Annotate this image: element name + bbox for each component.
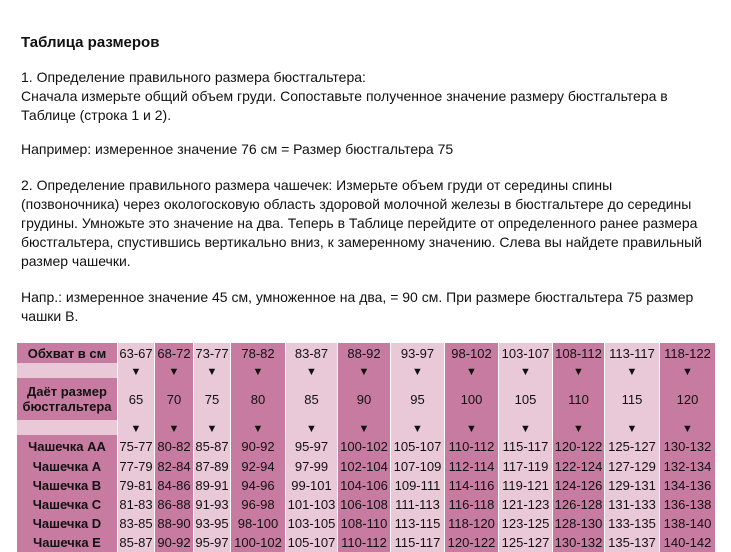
cup-cell: 108-110 [338,514,391,533]
girth-cell: 93-97 [391,343,445,363]
arrow-down-icon: ▼ [573,366,584,378]
cup-cell: 99-101 [286,476,338,495]
arrow-down-icon: ▼ [358,366,370,378]
arrow-cell [286,363,338,378]
girth-cell: 63-67 [118,343,155,363]
arrow-down-icon: ▼ [412,423,423,435]
cup-cell: 112-114 [445,457,499,476]
arrow-down-icon: ▼ [412,366,423,378]
cup-cell: 115-117 [499,435,553,457]
arrow-cell [391,420,445,435]
paragraph-example-1: Например: измеренное значение 76 см = Размер бюстгальтера 75 [21,141,454,157]
girth-label: Обхват в см [17,343,118,363]
cup-cell: 127-129 [605,457,660,476]
arrow-down-icon: ▼ [626,423,638,435]
cup-cell: 109-111 [391,476,445,495]
cup-cell: 113-115 [391,514,445,533]
cup-cell: 82-84 [155,457,194,476]
arrow-cell [231,420,286,435]
arrow-cell [286,420,338,435]
arrow-down-icon: ▼ [682,423,693,435]
cup-cell: 117-119 [499,457,553,476]
cup-cell: 122-124 [553,457,605,476]
cup-cell: 130-132 [660,435,716,457]
cup-row [17,533,716,552]
cup-cell: 124-126 [553,476,605,495]
cup-cell: 119-121 [499,476,553,495]
size-cell: 70 [155,378,194,420]
arrow-down-icon: ▼ [358,423,370,435]
arrow-cell [553,420,605,435]
arrow-cell [231,363,286,378]
cup-cell: 136-138 [660,495,716,514]
arrow-cell [499,420,553,435]
size-cell: 80 [231,378,286,420]
cup-cell: 130-132 [553,533,605,552]
cup-label: Чашечка B [17,476,118,495]
size-table [17,343,716,552]
arrow-cell [605,363,660,378]
cup-cell: 110-112 [338,533,391,552]
cup-label: Чашечка A [17,457,118,476]
girth-cell: 68-72 [155,343,194,363]
arrow-cell [391,363,445,378]
cup-cell: 115-117 [391,533,445,552]
cup-cell: 102-104 [338,457,391,476]
arrow-down-icon: ▼ [130,423,142,435]
arrow-cell [445,420,499,435]
cup-cell: 83-85 [118,514,155,533]
cup-cell: 121-123 [499,495,553,514]
cup-cell: 134-136 [660,476,716,495]
cup-cell: 80-82 [155,435,194,457]
cup-cell: 92-94 [231,457,286,476]
arrow-spacer [17,420,118,435]
arrow-spacer [17,363,118,378]
cup-cell: 75-77 [118,435,155,457]
arrow-cell [338,420,391,435]
cup-cell: 79-81 [118,476,155,495]
arrow-cell [338,363,391,378]
size-cell: 100 [445,378,499,420]
cup-cell: 116-118 [445,495,499,514]
cup-cell: 132-134 [660,457,716,476]
cup-row [17,435,716,457]
cup-label: Чашечка E [17,533,118,552]
arrow-down-icon: ▼ [466,366,477,378]
arrow-cell [194,363,231,378]
cup-cell: 90-92 [155,533,194,552]
arrow-down-icon: ▼ [206,423,218,435]
size-label-line-2: бюстгальтера [22,399,112,414]
cup-cell: 104-106 [338,476,391,495]
cup-label: Чашечка C [17,495,118,514]
cup-cell: 100-102 [338,435,391,457]
cup-cell: 95-97 [194,533,231,552]
cup-cell: 126-128 [553,495,605,514]
cup-cell: 107-109 [391,457,445,476]
arrow-cell [118,420,155,435]
cup-cell: 93-95 [194,514,231,533]
cup-cell: 90-92 [231,435,286,457]
size-cell: 95 [391,378,445,420]
girth-cell: 83-87 [286,343,338,363]
girth-cell: 73-77 [194,343,231,363]
cup-label: Чашечка D [17,514,118,533]
cup-cell: 135-137 [605,533,660,552]
cup-cell: 128-130 [553,514,605,533]
size-cell: 110 [553,378,605,420]
girth-cell: 103-107 [499,343,553,363]
cup-cell: 89-91 [194,476,231,495]
cup-cell: 85-87 [118,533,155,552]
cup-cell: 105-107 [286,533,338,552]
size-cell: 120 [660,378,716,420]
cup-cell: 131-133 [605,495,660,514]
cup-cell: 81-83 [118,495,155,514]
cup-row [17,476,716,495]
cup-cell: 94-96 [231,476,286,495]
size-cell: 105 [499,378,553,420]
arrow-cell [155,363,194,378]
cup-cell: 110-112 [445,435,499,457]
cup-row [17,514,716,533]
size-label-line-1: Даёт размер [27,384,107,399]
arrow-down-icon: ▼ [252,423,264,435]
arrow-cell [660,420,716,435]
cup-cell: 123-125 [499,514,553,533]
cup-cell: 95-97 [286,435,338,457]
cup-cell: 96-98 [231,495,286,514]
size-cell: 75 [194,378,231,420]
arrow-down-icon: ▼ [682,366,693,378]
arrow-down-icon: ▼ [520,423,531,435]
cup-row [17,495,716,514]
cup-cell: 77-79 [118,457,155,476]
cup-cell: 138-140 [660,514,716,533]
cup-cell: 97-99 [286,457,338,476]
size-cell: 65 [118,378,155,420]
cup-cell: 133-135 [605,514,660,533]
cup-cell: 140-142 [660,533,716,552]
arrow-row [17,363,716,378]
size-label [17,378,118,420]
arrow-cell [499,363,553,378]
cup-cell: 120-122 [553,435,605,457]
girth-cell: 108-112 [553,343,605,363]
page-title: Таблица размеров [21,34,160,51]
arrow-cell [553,363,605,378]
cup-label: Чашечка АА [17,435,118,457]
size-cell: 115 [605,378,660,420]
cup-cell: 129-131 [605,476,660,495]
arrow-down-icon: ▼ [573,423,584,435]
paragraph-cup-size: 2. Определение правильного размера чашечек: Измерьте объем груди от середины спины (позвоночника) через окологосковую область здоровой молочной железы в бюстгальтере до середины грудины. Умножьте это значение на два. Теперь в Таблице перейдите от определенного ранее размера бюстгальтера, спустившись вертикально вниз, к замеренному значению. Слева вы найдете правильный размер чашечки. [21,177,702,269]
cup-cell: 118-120 [445,514,499,533]
cup-cell: 86-88 [155,495,194,514]
cup-cell: 84-86 [155,476,194,495]
cup-cell: 120-122 [445,533,499,552]
girth-cell: 98-102 [445,343,499,363]
cup-cell: 125-127 [499,533,553,552]
cup-cell: 125-127 [605,435,660,457]
cup-cell: 91-93 [194,495,231,514]
arrow-cell [605,420,660,435]
cup-row [17,457,716,476]
arrow-down-icon: ▼ [306,366,317,378]
girth-row [17,343,716,363]
girth-cell: 88-92 [338,343,391,363]
arrow-down-icon: ▼ [520,366,531,378]
cup-cell: 103-105 [286,514,338,533]
arrow-down-icon: ▼ [130,366,142,378]
arrow-down-icon: ▼ [626,366,638,378]
size-cell: 90 [338,378,391,420]
girth-cell: 118-122 [660,343,716,363]
cup-cell: 100-102 [231,533,286,552]
cup-cell: 111-113 [391,495,445,514]
girth-cell: 78-82 [231,343,286,363]
arrow-row [17,420,716,435]
arrow-down-icon: ▼ [168,366,180,378]
arrow-cell [155,420,194,435]
cup-cell: 87-89 [194,457,231,476]
cup-cell: 114-116 [445,476,499,495]
girth-cell: 113-117 [605,343,660,363]
size-cell: 85 [286,378,338,420]
cup-cell: 98-100 [231,514,286,533]
size-row [17,378,716,420]
paragraph-example-2: Напр.: измеренное значение 45 см, умноженное на два, = 90 см. При размере бюстгальтера 75 размер чашки B. [21,289,694,324]
paragraph-bra-size: 1. Определение правильного размера бюстгальтера: Сначала измерьте общий объем груди. Сопоставьте полученное значение размеру бюстгальтера в Таблице (строка 1 и 2). [21,69,668,123]
arrow-down-icon: ▼ [252,366,264,378]
cup-cell: 88-90 [155,514,194,533]
cup-cell: 85-87 [194,435,231,457]
arrow-down-icon: ▼ [206,366,218,378]
arrow-down-icon: ▼ [168,423,180,435]
arrow-cell [194,420,231,435]
cup-cell: 106-108 [338,495,391,514]
arrow-cell [445,363,499,378]
cup-cell: 101-103 [286,495,338,514]
cup-cell: 105-107 [391,435,445,457]
arrow-down-icon: ▼ [306,423,317,435]
arrow-cell [118,363,155,378]
arrow-down-icon: ▼ [466,423,477,435]
arrow-cell [660,363,716,378]
